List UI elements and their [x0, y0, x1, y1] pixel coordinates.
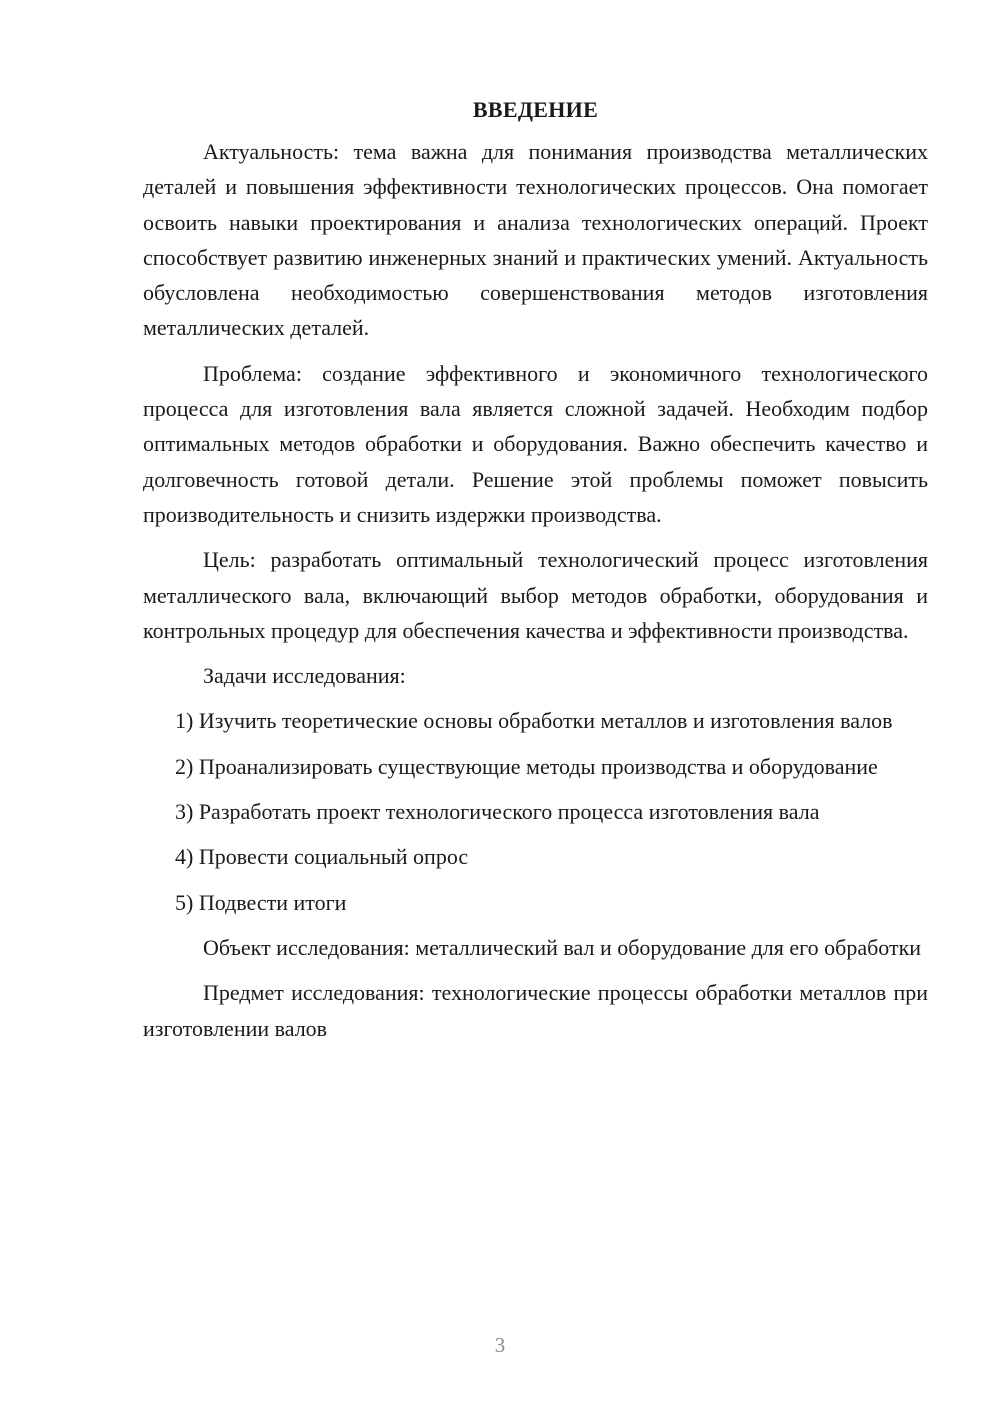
task-item-2: 2) Проанализировать существующие методы производства и оборудование [175, 753, 878, 779]
subject-paragraph: Предмет исследования: технологические процессы обработки металлов при изготовлении валов [143, 980, 928, 1041]
page-number: 3 [494, 1333, 506, 1357]
tasks-heading: Задачи исследования: [203, 663, 406, 689]
task-item-3: 3) Разработать проект технологического процесса изготовления вала [175, 799, 820, 825]
goal-paragraph: Цель: разработать оптимальный технологический процесс изготовления металлического вала, включающий выбор методов обработки, оборудования и контрольных процедур для обеспечения качества и эффективности производства. [143, 547, 928, 643]
task-item-1: 1) Изучить теоретические основы обработки металлов и изготовления валов [175, 708, 893, 734]
document-page [143, 92, 928, 1056]
section-title: ВВЕДЕНИЕ [472, 97, 599, 122]
task-item-4: 4) Провести социальный опрос [175, 844, 469, 870]
problem-paragraph: Проблема: создание эффективного и экономичного технологического процесса для изготовления вала является сложной задачей. Необходим подбор оптимальных методов обработки и оборудования. Важно обеспечить качество и долговечность готовой детали. Решение этой проблемы поможет повысить производительность и снизить издержки производства. [143, 360, 928, 527]
relevance-paragraph: Актуальность: тема важна для понимания производства металлических деталей и повышения эффективности технологических процессов. Она помогает освоить навыки проектирования и анализа технологических операций. Проект способствует развитию инженерных знаний и практических умений. Актуальность обусловлена необходимостью совершенствования методов изготовления металлических деталей. [143, 139, 928, 341]
object-paragraph: Объект исследования: металлический вал и оборудование для его обработки [203, 934, 922, 960]
task-item-5: 5) Подвести итоги [175, 889, 347, 915]
